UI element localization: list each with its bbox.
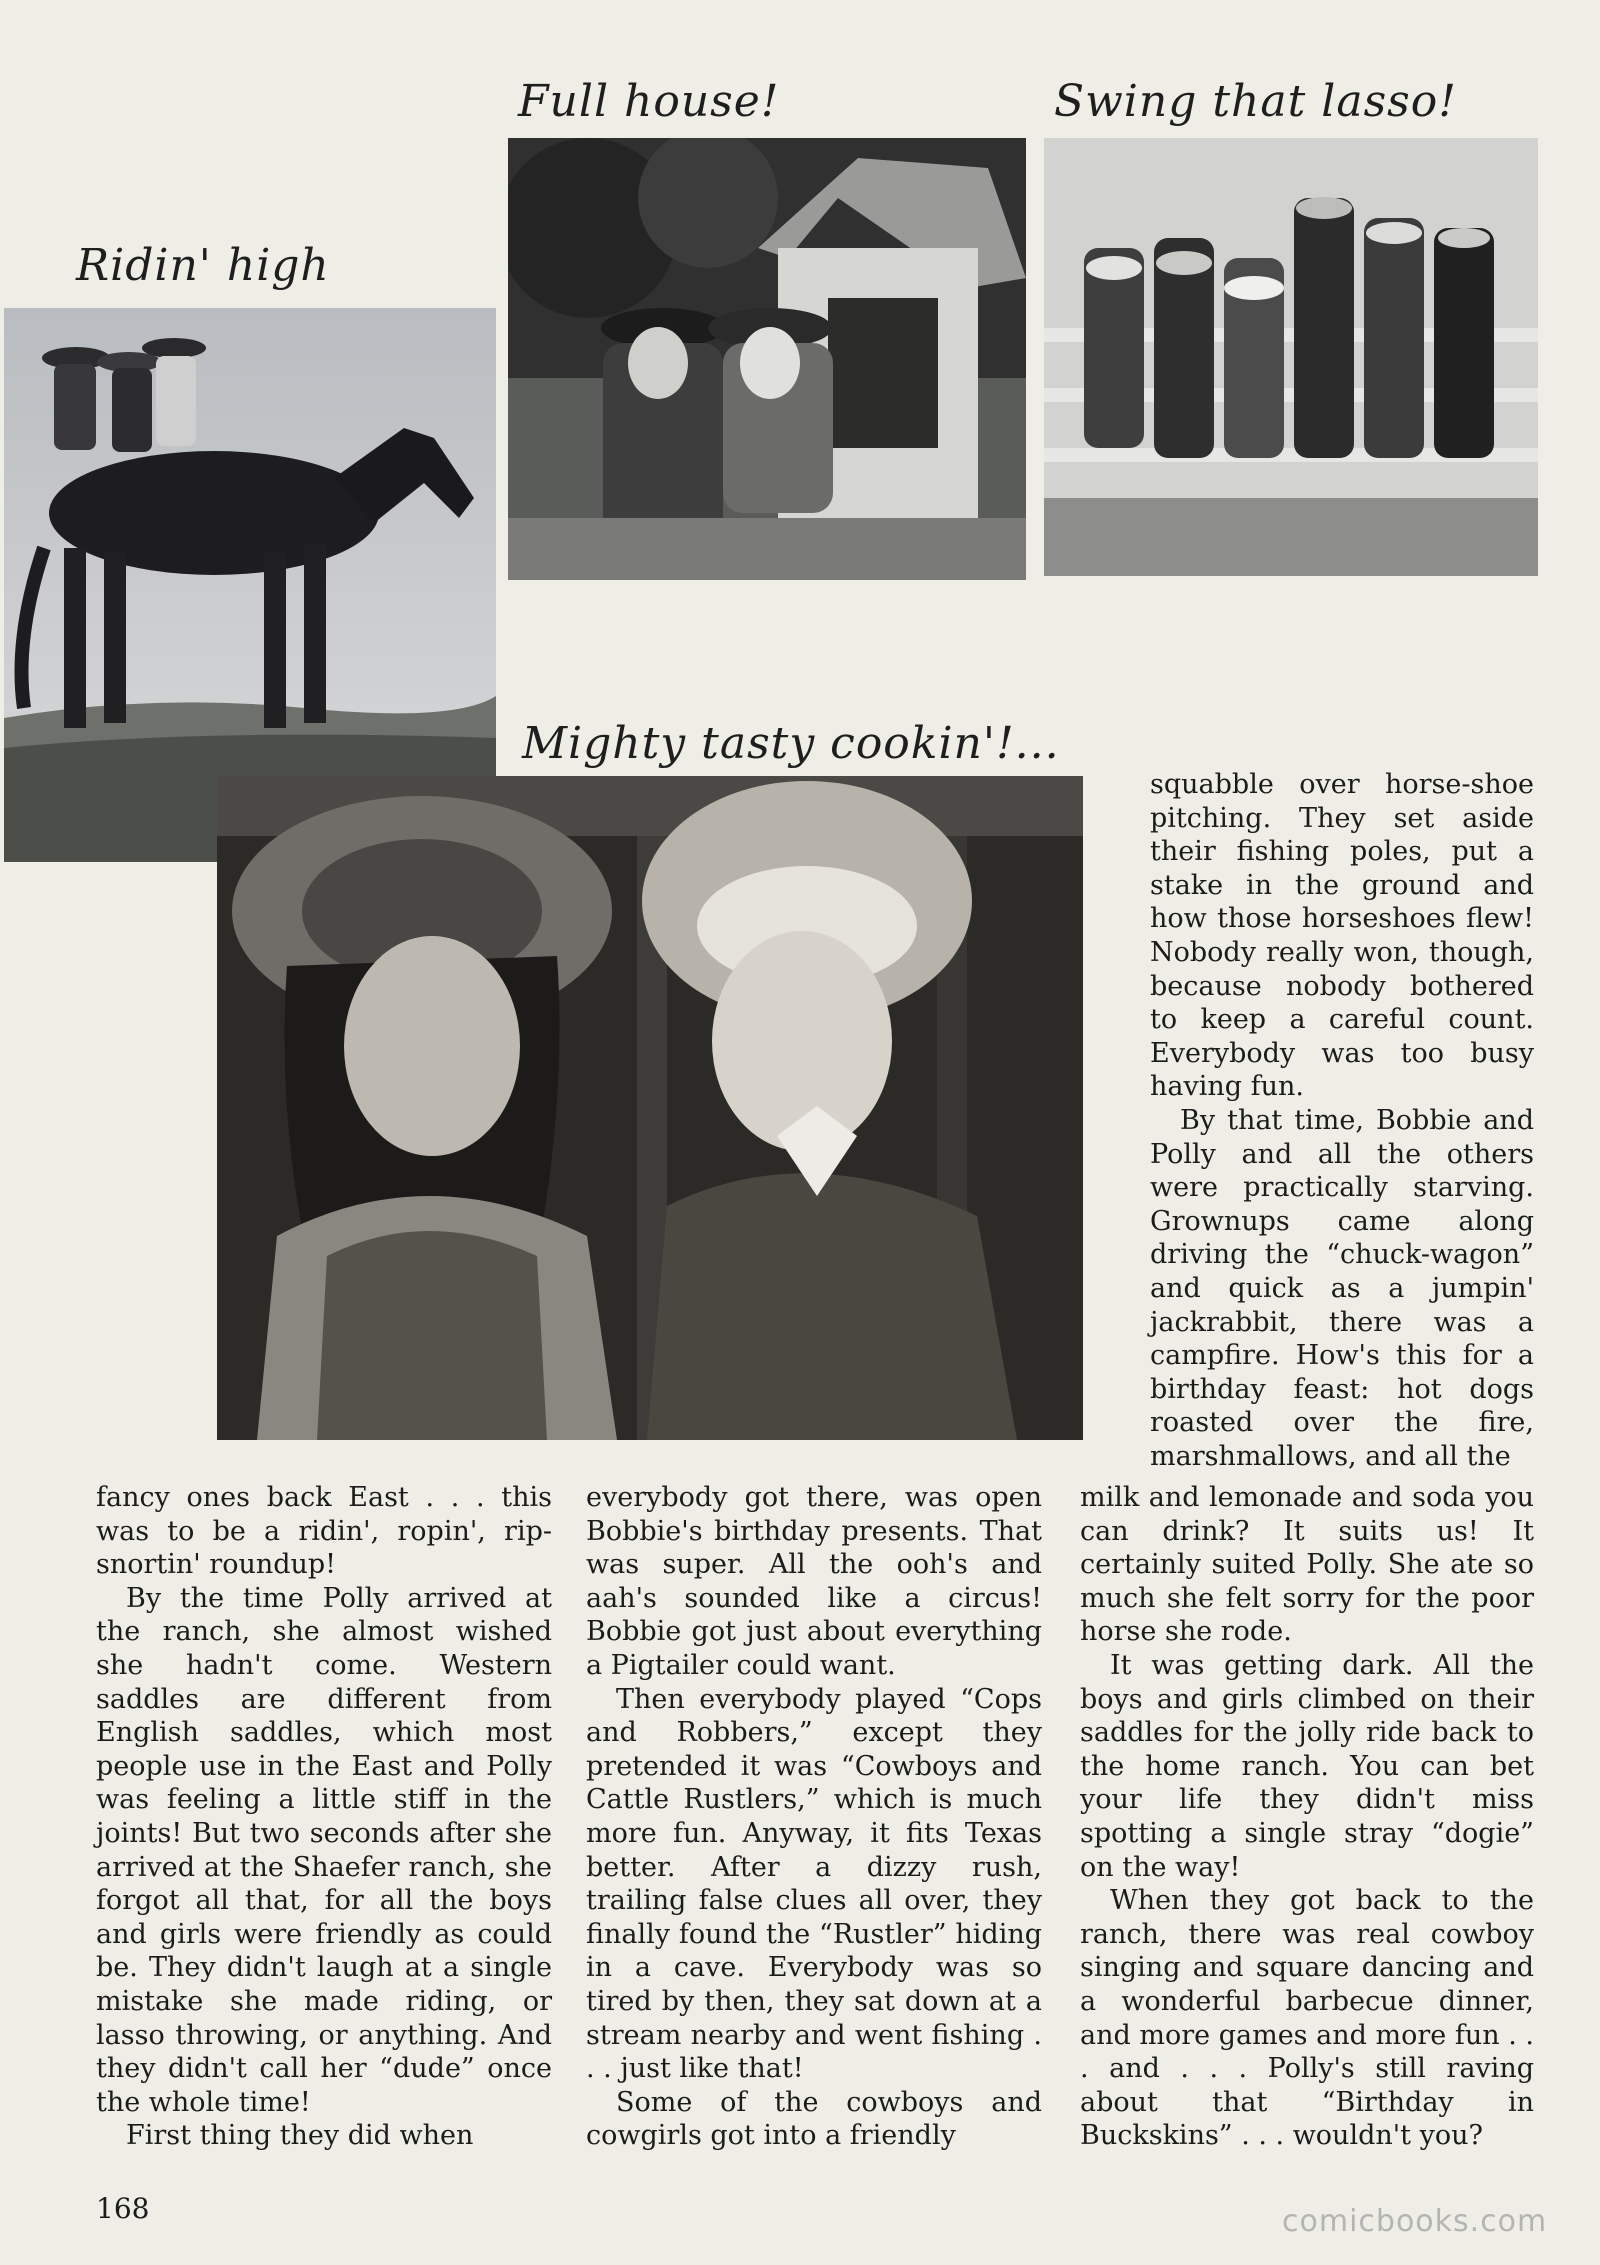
page-number: 168 — [96, 2192, 150, 2225]
paragraph: When they got back to the ranch, there was real cowboy singing and square dancing and a wonderful barbecue dinner, and more games and more fun . . . and . . . Polly's still raving about that “Birthday in Buckskins” . . . wouldn't you? — [1080, 1885, 1534, 2152]
caption-full-house: Full house! — [518, 76, 780, 127]
paragraph: It was getting dark. All the boys and girls climbed on their saddles for the jolly ride back to the home ranch. You can bet your life they didn't miss spotting a single stray “dogie” on the way! — [1080, 1649, 1534, 1883]
paragraph: By that time, Bobbie and Polly and all the others were practically starving. Grownups came along driving the “chuck-wagon” and quick as a jumpin' jackrabbit, there was a campfire. How's this for a birthday feast: hot dogs roasted over the fire, marshmallows, and all the — [1150, 1104, 1534, 1472]
text-column-1 — [96, 1481, 552, 2153]
text-column-3 — [1080, 1481, 1534, 2153]
photo-full-house — [508, 138, 1026, 580]
paragraph: First thing they did when — [126, 2120, 474, 2152]
text-right-top — [1150, 768, 1534, 1473]
text-column-2 — [586, 1481, 1042, 2153]
photo-swing-lasso — [1044, 138, 1538, 576]
caption-mighty-tasty: Mighty tasty cookin'!... — [522, 718, 1060, 769]
caption-ridin-high: Ridin' high — [76, 240, 330, 291]
watermark: comicbooks.com — [1282, 2204, 1548, 2239]
paragraph: fancy ones back East . . . this was to be a ridin', ropin', rip-snortin' roundup! — [96, 1482, 552, 1581]
paragraph: Some of the cowboys and cowgirls got into a friendly — [586, 2086, 1042, 2152]
photo-mighty-tasty — [217, 776, 1083, 1440]
paragraph: milk and lemonade and soda you can drink? It suits us! It certainly suited Polly. She ate so much she felt sorry for the poor horse she rode. — [1080, 1482, 1534, 1648]
paragraph: Then everybody played “Cops and Robbers,” except they pretended it was “Cowboys and Cattle Rustlers,” which is much more fun. Anyway, it fits Texas better. After a dizzy rush, trailing false clues all over, they finally found the “Rustler” hiding in a cave. Everybody was so tired by then, they sat down at a stream nearby and went fishing . . . just like that! — [586, 1683, 1042, 2085]
paragraph: everybody got there, was open Bobbie's birthday presents. That was super. All the ooh's and aah's sounded like a circus! Bobbie got just about everything a Pigtailer could want. — [586, 1482, 1042, 1681]
paragraph: squabble over horse-shoe pitching. They set aside their fishing poles, put a stake in the ground and how those horseshoes flew! Nobody really won, though, because nobody bothered to keep a careful count. Everybody was too busy having fun. — [1150, 769, 1534, 1103]
paragraph: By the time Polly arrived at the ranch, she almost wished she hadn't come. Western saddles are different from English saddles, which most people use in the East and Polly was feeling a little stiff in the joints! But two seconds after she arrived at the Shaefer ranch, she forgot all that, for all the boys and girls were friendly as could be. They didn't laugh at a single mistake she made riding, or lasso throwing, or anything. And they didn't call her “dude” once the whole time! — [96, 1582, 552, 2118]
caption-swing-lasso: Swing that lasso! — [1054, 76, 1457, 127]
